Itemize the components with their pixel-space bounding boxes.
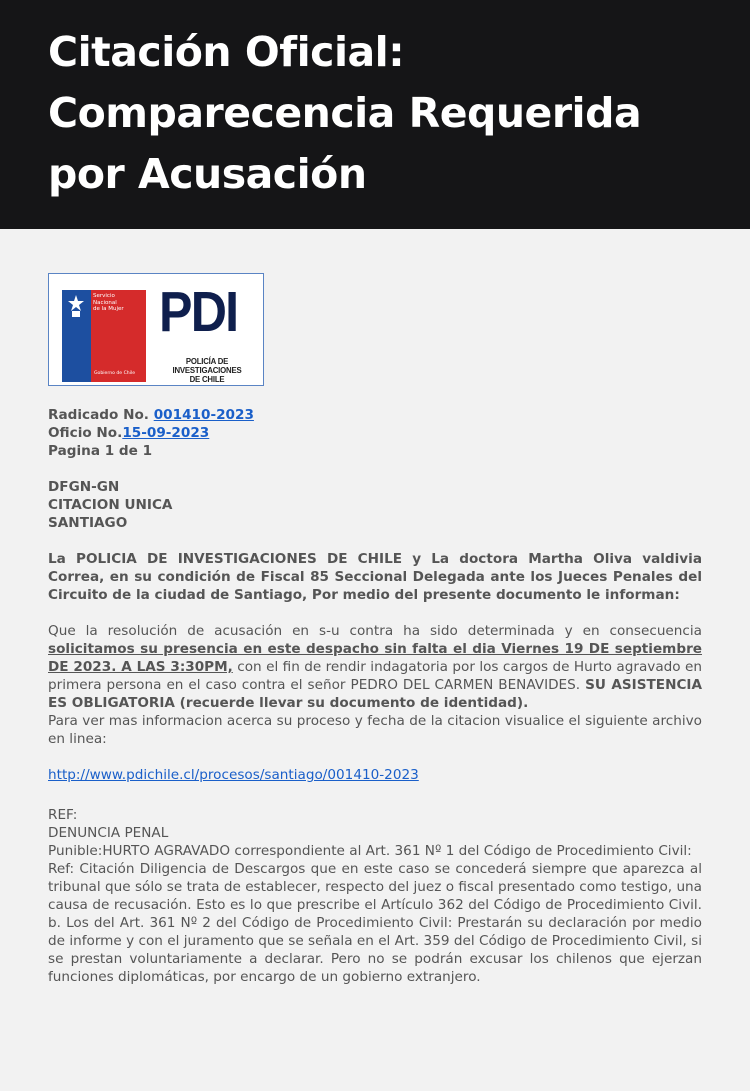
citation-appointment: solicitamos su presencia en este despacho sin falta el dia Viernes 19 DE septiembre DE 2023. A LAS 3:30PM, [48,641,702,675]
ref-denuncia: DENUNCIA PENAL [48,825,169,841]
citation-text-middle: con el fin de rendir indagatoria por los cargos de Hurto agravado en primera persona en el caso contra el señor PEDRO DEL CARMEN BENAVIDES. [48,659,702,693]
page-count: Pagina 1 de 1 [48,443,153,459]
radicado-line [48,406,702,424]
info-paragraph: Para ver mas informacion acerca su proceso y fecha de la citacion visualice el siguiente archivo en linea: [48,713,702,747]
gov-footer-text: Gobierno de Chile [94,371,136,377]
radicado-label: Radicado No. [48,407,154,423]
radicado-link[interactable]: 001410-2023 [153,407,254,423]
logo-divider [147,385,255,386]
gov-service-name: Servicio Nacional de la Mujer [93,293,124,313]
ref-punible: Punible:HURTO AGRAVADO correspondiente al Art. 361 Nº 1 del Código de Procedimiento Civil: [48,843,692,859]
chile-coat-of-arms-icon [65,294,87,318]
page-title: Citación Oficial: Comparecencia Requerida por Acusación [48,28,642,198]
letterhead-logo [48,273,264,386]
oficio-label: Oficio No. [48,425,123,441]
ref-text: Ref: Citación Diligencia de Descargos que en este caso se concederá siempre que aparezca al tribunal que sólo se trata de establecer, respecto del juez o fiscal presentado como testigo, una causa de recusación. Esto es lo que prescribe el Artículo 362 del Código de Procedimiento Civil. b. Los del Art. 361 Nº 2 del Código de Procedimiento Civil: Prestarán su declaración por medio de informe y con el juramento que se señala en el Art. 359 del Código de Procedimiento Civil, si se prestan voluntariamente a declarar. Pero no se podrán excusar los chilenos que ejerzan funciones diplomáticas, por encargo de un gobierno extranjero. [48,861,702,985]
citation-paragraph [48,622,702,712]
addressee-line-2: CITACION UNICA [48,497,173,513]
page-header [0,0,750,229]
citation-text-start: Que la resolución de acusación en s-u contra ha sido determinada y en consecuencia [48,623,702,639]
addressee-line-3: SANTIAGO [48,515,128,531]
process-url-link[interactable]: http://www.pdichile.cl/procesos/santiago/001410-2023 [48,767,419,783]
pdi-wordmark: PDI [159,280,238,344]
process-url-line [48,766,702,784]
pdi-subtitle: POLICÍA DE INVESTIGACIONES DE CHILE [172,357,242,384]
mandatory-notice: SU ASISTENCIA ES OBLIGATORIA (recuerde llevar su documento de identidad). [48,677,702,711]
oficio-line [48,424,702,442]
addressee-line-1: DFGN-GN [48,479,120,495]
intro-paragraph: La POLICIA DE INVESTIGACIONES DE CHILE y La doctora Martha Oliva valdivia Correa, en su condición de Fiscal 85 Seccional Delegada ante los Jueces Penales del Circuito de la ciudad de Santiago, Por medio del presente documento le informan: [48,551,702,603]
gobierno-de-chile-logo [62,290,146,382]
oficio-link[interactable]: 15-09-2023 [122,425,210,441]
document-body [0,229,750,986]
ref-label: REF: [48,807,78,823]
